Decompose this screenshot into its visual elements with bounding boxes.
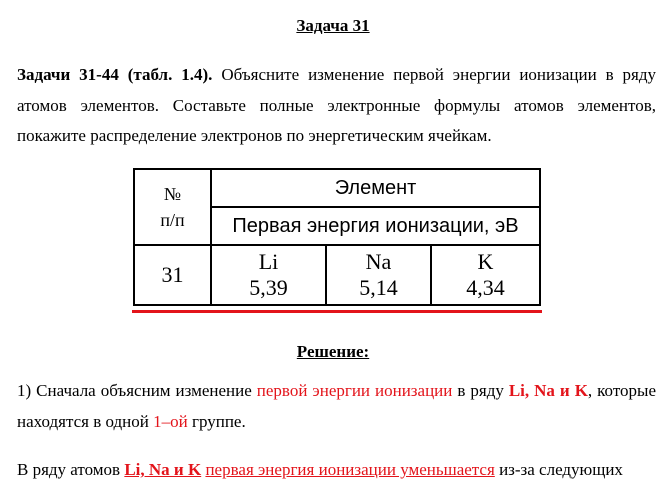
row-number: 31 [134,245,211,305]
solution-paragraph-1 [17,376,656,437]
cell-k [431,245,540,305]
num-header-symbol: № [163,184,182,204]
task-statement [17,60,656,152]
element-header: Элемент [211,169,540,207]
highlight-group: 1–ой [153,411,188,431]
task-title: Задача 31 [296,16,370,35]
highlight-trend: первая энергия ионизации уменьшается [205,460,495,479]
cell-na [326,245,431,305]
num-header [134,169,211,245]
task-reference: Задачи 31-44 (табл. 1.4). [17,65,213,84]
element-symbol: Li [258,249,279,274]
red-underline [132,310,542,313]
element-value: 5,39 [249,275,288,300]
text: из-за следующих [494,460,623,479]
highlight-elements: Li, Na и K [508,381,588,400]
element-symbol: K [477,249,494,274]
highlight-elements: Li, Na и K [124,460,202,479]
task-text: Объясните изменение первой энергии ионизации в ряду атомов элементов. Составьте полные электронные формулы атомов элементов, покажите распределение электронов по энергетическим ячейкам. [17,65,656,145]
element-value: 4,34 [466,275,505,300]
ionization-table [133,168,541,306]
cell-li [211,245,326,305]
element-value: 5,14 [359,275,398,300]
highlight-term: первой энергии ионизации [256,381,453,400]
solution-paragraph-2 [17,455,666,485]
text: В ряду атомов [17,460,125,479]
text: в ряду [452,381,509,400]
element-symbol: Na [365,249,392,274]
text: , которые находятся в одной [17,381,657,431]
text: группе. [187,411,246,431]
ionization-header: Первая энергия ионизации, эВ [211,207,540,245]
num-header-abbr: п/п [160,210,185,230]
solution-title: Решение: [296,342,370,361]
text: 1) Сначала объясним изменение [17,381,257,400]
